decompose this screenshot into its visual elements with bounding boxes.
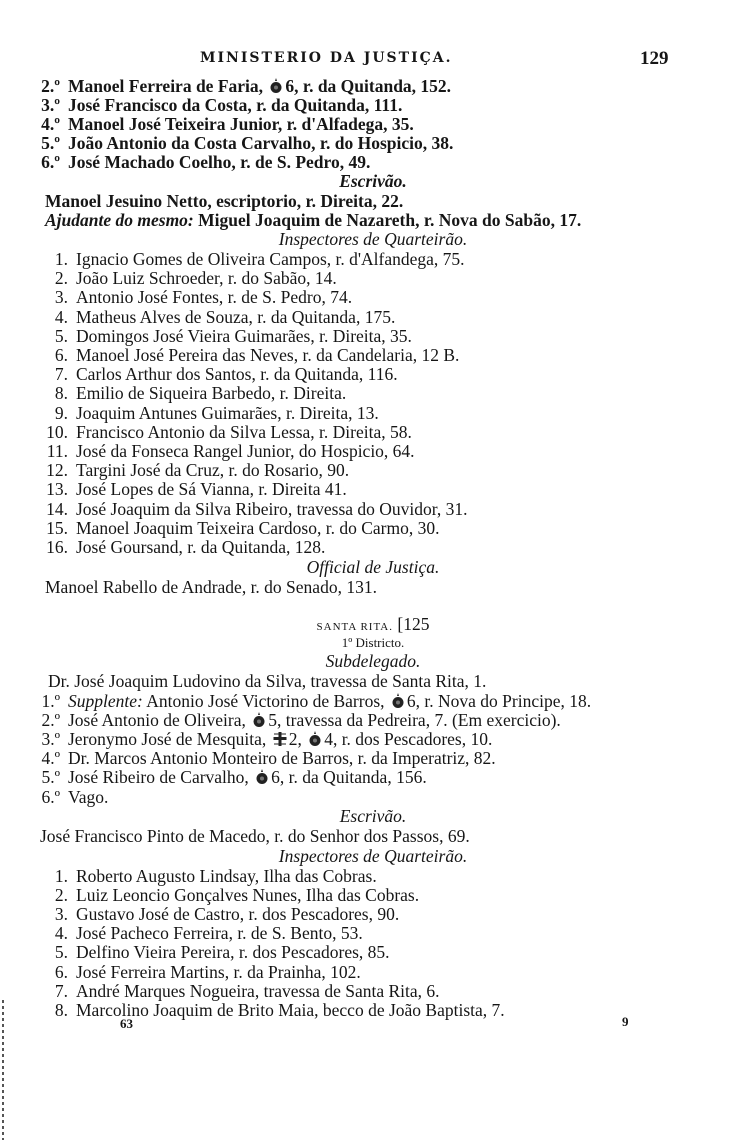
line-number: 4. <box>54 306 68 327</box>
order-rose-icon <box>252 712 266 728</box>
entry-text: Manoel Ferreira de Faria, <box>68 76 268 96</box>
line-number: 3. <box>54 287 68 308</box>
sheet-mark: 9 <box>622 1014 629 1029</box>
entry-text: Dr. Marcos Antonio Monteiro de Barros, r. da Imperatriz, 82. <box>68 748 496 769</box>
line-number: 6. <box>54 345 68 365</box>
line-number: 4. <box>54 923 68 944</box>
line-number: 5. <box>54 325 68 346</box>
official-heading <box>0 558 746 577</box>
line-number: 4.º <box>41 114 60 135</box>
inspector-entry <box>0 442 746 461</box>
order-rose-icon <box>391 693 405 709</box>
supplente-entry <box>0 692 746 711</box>
supplente-entry <box>0 788 746 807</box>
district-heading <box>0 633 746 652</box>
supplente-entry <box>0 77 746 96</box>
inspector-entry <box>0 924 746 943</box>
order-rose-icon <box>308 731 322 747</box>
line-number: 15. <box>46 517 68 538</box>
entry-text: Domingos José Vieira Guimarães, r. Direita, 35. <box>76 325 412 346</box>
entry-text: Antonio José Fontes, r. de S. Pedro, 74. <box>76 287 353 308</box>
entry-text: 4, r. dos Pescadores, 10. <box>324 729 493 750</box>
inspector-entry <box>0 519 746 538</box>
heading-text: Escrivão. <box>339 171 407 191</box>
line-number: 3.º <box>41 729 60 750</box>
line-number: 11. <box>46 441 68 461</box>
entry-text: Targini José da Cruz, r. do Rosario, 90. <box>76 460 350 481</box>
supplente-entry <box>0 96 746 115</box>
entry-text: José Ribeiro de Carvalho, <box>68 767 254 788</box>
line-number: 2.º <box>41 76 60 96</box>
escrivao-entry <box>0 827 746 846</box>
escrivao-heading <box>0 172 746 191</box>
entry-text: 6, r. da Quitanda, 152. <box>285 76 452 96</box>
order-rose-icon <box>255 769 269 785</box>
entry-text: José Joaquim da Silva Ribeiro, travessa do Ouvidor, 31. <box>76 498 468 519</box>
line-number: 5.º <box>41 767 60 788</box>
supplente-entry <box>0 768 746 787</box>
section-ref: [125 <box>397 614 430 634</box>
page-header <box>0 50 746 74</box>
entry-text: João Luiz Schroeder, r. do Sabão, 14. <box>76 268 337 289</box>
inspector-entry <box>0 404 746 423</box>
line-number: 9. <box>54 402 68 423</box>
entry-text: Carlos Arthur dos Santos, r. da Quitanda, 116. <box>76 364 398 385</box>
supplente-label: Supplente: <box>68 691 143 711</box>
heading-text: Inspectores de Quarteirão. <box>278 846 468 866</box>
ajudante-entry <box>0 211 746 230</box>
inspector-entry <box>0 943 746 962</box>
entry-text: Francisco Antonio da Silva Lessa, r. Direita, 58. <box>76 421 412 442</box>
ajudante-label: Ajudante do mesmo: <box>45 210 194 230</box>
inspector-entry <box>0 423 746 442</box>
heading-text: Escrivão. <box>339 806 407 826</box>
entry-text: José Lopes de Sá Vianna, r. Direita 41. <box>76 479 347 500</box>
inspector-entry <box>0 538 746 557</box>
line-number: 16. <box>46 537 68 557</box>
inspector-entry <box>0 905 746 924</box>
entry-text: Jeronymo José de Mesquita, <box>68 729 271 750</box>
supplente-entry <box>0 711 746 730</box>
line-number: 1. <box>54 249 68 269</box>
line-number: 1.º <box>41 691 60 711</box>
inspector-entry <box>0 269 746 288</box>
inspector-entry <box>0 867 746 886</box>
inspector-entry <box>0 480 746 499</box>
line-number: 1. <box>54 866 68 886</box>
line-number: 2. <box>54 268 68 289</box>
entry-text: 2, <box>288 729 307 750</box>
heading-text: 1º Districto. <box>341 635 405 650</box>
line-number: 5. <box>54 942 68 963</box>
entry-text: Ignacio Gomes de Oliveira Campos, r. d'Alfandega, 75. <box>76 249 465 269</box>
line-number: 8. <box>54 999 68 1020</box>
entry-text: 6, r. Nova do Principe, 18. <box>406 691 592 711</box>
entry-text: Vago. <box>68 786 109 807</box>
entry-text: Antonio José Victorino de Barros, <box>146 691 389 711</box>
heading-text: Official de Justiça. <box>306 557 440 577</box>
entry-text: Miguel Joaquim de Nazareth, r. Nova do Sabão, 17. <box>198 210 582 230</box>
signature-mark: 63 <box>120 1016 133 1031</box>
entry-text: João Antonio da Costa Carvalho, r. do Hospicio, 38. <box>68 133 454 154</box>
inspector-entry <box>0 288 746 307</box>
page-number: 129 <box>640 48 669 69</box>
escrivao-entry <box>0 192 746 211</box>
line-number: 3. <box>54 904 68 925</box>
escrivao-heading <box>0 807 746 826</box>
entry-text: Matheus Alves de Souza, r. da Quitanda, 175. <box>76 306 396 327</box>
entry-text: Manoel José Teixeira Junior, r. d'Alfadega, 35. <box>68 114 414 135</box>
supplente-entry <box>0 134 746 153</box>
entry-text: Delfino Vieira Pereira, r. dos Pescadores, 85. <box>76 942 390 963</box>
subdelegado-entry <box>0 672 746 691</box>
line-number: 14. <box>46 498 68 519</box>
entry-text: Gustavo José de Castro, r. dos Pescadores, 90. <box>76 904 400 925</box>
entry-text: Manoel Joaquim Teixeira Cardoso, r. do Carmo, 30. <box>76 517 440 538</box>
inspector-entry <box>0 1001 746 1020</box>
line-number: 12. <box>46 460 68 481</box>
entry-text: Manoel José Pereira das Neves, r. da Candelaria, 12 B. <box>76 345 460 365</box>
entry-text: José Machado Coelho, r. de S. Pedro, 49. <box>68 152 371 173</box>
inspector-entry <box>0 327 746 346</box>
inspector-entry <box>0 308 746 327</box>
entry-text: Manoel Rabello de Andrade, r. do Senado, 131. <box>45 577 377 597</box>
line-number: 4.º <box>41 748 60 769</box>
entry-text: José Francisco da Costa, r. da Quitanda, 111. <box>68 95 403 116</box>
heading-text: Subdelegado. <box>325 651 421 671</box>
section-title <box>0 615 746 634</box>
supplente-entry <box>0 749 746 768</box>
line-number: 7. <box>54 980 68 1001</box>
section-title-text: SANTA RITA. <box>316 621 393 633</box>
line-number: 13. <box>46 479 68 500</box>
official-entry <box>0 578 746 597</box>
inspector-entry <box>0 500 746 519</box>
entry-text: José Ferreira Martins, r. da Prainha, 102. <box>76 961 361 982</box>
entry-text: Manoel Jesuino Netto, escriptorio, r. Direita, 22. <box>45 191 404 211</box>
entry-text: José Antonio de Oliveira, <box>68 710 251 731</box>
inspector-entry <box>0 963 746 982</box>
line-number: 2.º <box>41 710 60 731</box>
heading-text: Inspectores de Quarteirão. <box>278 229 468 249</box>
entry-text: Roberto Augusto Lindsay, Ilha das Cobras. <box>76 866 377 886</box>
inspector-entry <box>0 886 746 905</box>
line-number: 3.º <box>41 95 60 116</box>
entry-text: José Pacheco Ferreira, r. de S. Bento, 53. <box>76 923 363 944</box>
running-title: MINISTERIO DA JUSTIÇA. <box>200 50 453 66</box>
inspectores-heading <box>0 230 746 249</box>
inspector-entry <box>0 250 746 269</box>
subdelegado-heading <box>0 652 746 671</box>
scan-edge <box>2 1000 4 1140</box>
line-number: 8. <box>54 383 68 404</box>
inspectores-heading <box>0 847 746 866</box>
inspector-entry <box>0 384 746 403</box>
line-number: 10. <box>46 421 68 442</box>
entry-text: José da Fonseca Rangel Junior, do Hospicio, 64. <box>76 441 415 461</box>
entry-text: 5, travessa da Pedreira, 7. (Em exercicio). <box>268 710 561 731</box>
entry-text: Luiz Leoncio Gonçalves Nunes, Ilha das Cobras. <box>76 885 420 906</box>
supplente-entry <box>0 730 746 749</box>
entry-text: André Marques Nogueira, travessa de Santa Rita, 6. <box>76 980 440 1001</box>
inspector-entry <box>0 365 746 384</box>
order-cross-icon <box>273 731 287 747</box>
entry-text: 6, r. da Quitanda, 156. <box>271 767 427 788</box>
line-number: 6.º <box>41 152 60 173</box>
supplente-entry <box>0 153 746 172</box>
line-number: 2. <box>54 885 68 906</box>
entry-text: Dr. José Joaquim Ludovino da Silva, travessa de Santa Rita, 1. <box>48 671 487 691</box>
line-number: 5.º <box>41 133 60 154</box>
entry-text: Joaquim Antunes Guimarães, r. Direita, 13. <box>76 402 379 423</box>
inspector-entry <box>0 346 746 365</box>
order-rose-icon <box>269 78 283 94</box>
line-number: 6.º <box>41 786 60 807</box>
line-number: 7. <box>54 364 68 385</box>
entry-text: José Goursand, r. da Quitanda, 128. <box>76 537 326 557</box>
supplente-entry <box>0 115 746 134</box>
inspector-entry <box>0 461 746 480</box>
entry-text: Emilio de Siqueira Barbedo, r. Direita. <box>76 383 347 404</box>
inspector-entry <box>0 982 746 1001</box>
entry-text: Marcolino Joaquim de Brito Maia, becco de João Baptista, 7. <box>76 999 505 1020</box>
entry-text: José Francisco Pinto de Macedo, r. do Senhor dos Passos, 69. <box>40 826 470 846</box>
line-number: 6. <box>54 961 68 982</box>
